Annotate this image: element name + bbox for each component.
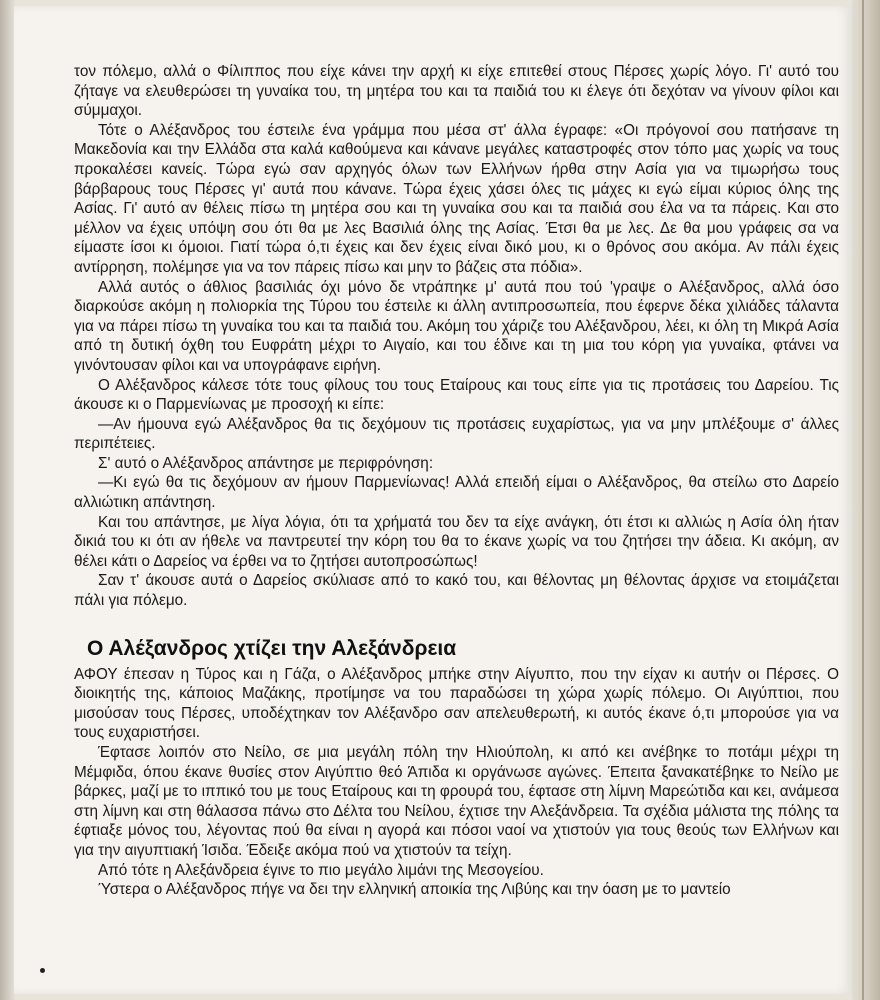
paragraph: Ύστερα ο Αλέξανδρος πήγε να δει την ελληνική αποικία της Λιβύης και την όαση με το μαντείο <box>98 881 731 899</box>
paragraph: Σαν τ' άκουσε αυτά ο Δαρείος σκύλιασε από το κακό του, και θέλοντας μη θέλοντας άρχισε να ετοιμάζεται πάλι για πόλεμο. <box>74 572 839 610</box>
section-heading: Ο Αλέξανδρος χτίζει την Αλεξάνδρεια <box>87 636 457 660</box>
page-edge <box>852 0 880 1000</box>
paragraph: Ο Αλέξανδρος κάλεσε τότε τους φίλους του τους Εταίρους και τους είπε για τις προτάσεις του Δαρείου. Τις άκουσε κι ο Παρμενίωνας με προσοχή κι είπε: <box>74 376 839 414</box>
paragraph: Σ' αυτό ο Αλέξανδρος απάντησε με περιφρόνηση: <box>98 454 434 472</box>
paragraph: ΑΦΟΥ έπεσαν η Τύρος και η Γάζα, ο Αλέξανδρος μπήκε στην Αίγυπτο, που την είχαν κι αυτήν οι Πέρσες. Ο διοικητής της, κάποιος Μαζάκης, προτίμησε να του παραδώσει τη χώρα χωρίς πόλεμο. Οι Αιγύπτιοι, που μισούσαν τους Πέρσες, υποδέχτηκαν τον Αλέξανδρο σαν απελευθερωτή, κι αυτός έκανε ό,τι μπορούσε για να τους ευχαριστήσει. <box>74 665 839 742</box>
paragraph: —Αν ήμουνα εγώ Αλέξανδρος θα τις δεχόμουν τις προτάσεις ευχαρίστως, για να μην μπλέξουμε σ' άλλες περιπέτειες. <box>74 415 839 453</box>
paragraph: —Κι εγώ θα τις δεχόμουν αν ήμουν Παρμενίωνας! Αλλά επειδή είμαι ο Αλέξανδρος, θα στείλω στο Δαρείο αλλιώτικη απάντηση. <box>74 474 839 512</box>
paragraph: Αλλά αυτός ο άθλιος βασιλιάς όχι μόνο δε ντράπηκε μ' αυτά που τού 'γραψε ο Αλέξανδρος, αλλά όσο διαρκούσε ακόμη η πολιορκία της Τύρου του έστειλε κι άλλη αντιπροσωπεία, που έφερνε δέκα χιλιάδες τάλαντα για να πάρει πίσω τη γυναίκα του και τα παιδιά του. Ακόμη του χάριζε του Αλέξανδρου, λέει, κι όλη τη Μικρά Ασία από τη δυτική όχθη του Ευφράτη μέχρι το Αιγαίο, και του έδινε και τη μια του κόρη για γυναίκα, φτάνει να γινόντουσαν φίλοι και να υπογράφανε ειρήνη. <box>74 278 839 374</box>
print-speck <box>40 968 45 973</box>
paragraph: Και του απάντησε, με λίγα λόγια, ότι τα χρήματά του δεν τα είχε ανάγκη, ότι έτσι κι αλλιώς η Ασία όλη ήταν δικιά του κι ότι αν ήθελε να παντρευτεί την κόρη του θα το έκανε χωρίς να του ζητήσει την άδεια. Κι ακόμη, αν θέλει κάτι ο Δαρείος να έρθει να το ζητήσει αυτοπροσώπως! <box>74 513 839 570</box>
paragraph: τον πόλεμο, αλλά ο Φίλιππος που είχε κάνει την αρχή κι είχε επιτεθεί στους Πέρσες χωρίς λόγο. Γι' αυτό του ζήταγε να ελευθερώσει τη γυναίκα του, τη μητέρα του και τα παιδιά του κι έλεγε ότι δεχόταν να γίνουν φίλοι και σύμμαχοι. <box>74 63 839 120</box>
page-text <box>74 62 839 900</box>
paragraph: Έφτασε λοιπόν στο Νείλο, σε μια μεγάλη πόλη την Ηλιούπολη, κι από κει ανέβηκε το ποτάμι μέχρι τη Μέμφιδα, όπου έκανε θυσίες στον Αιγύπτιο θεό Άπιδα κι οργάνωσε αγώνες. Έπειτα ξανακατέβηκε το Νείλο με βάρκες, μαζί με το ιππικό του με τους Εταίρους και τη φρουρά του, έφτασε στη λίμνη Μαρεώτιδα και κει, ανάμεσα στη λίμνη και στη θάλασσα πάνω στο Δέλτα του Νείλου, έχτισε την Αλεξάνδρεια. Τα σχέδια μάλιστα της πόλης τα έφτιαξε μόνος του, λέγοντας πού θα είναι η αγορά και πόσοι ναοί να χτιστούν για τους θεούς των Ελλήνων και για την αιγυπτιακή Ίσιδα. Έδειξε ακόμα πού να χτιστούν τα τείχη. <box>74 744 839 859</box>
paragraph: Τότε ο Αλέξανδρος του έστειλε ένα γράμμα που μέσα στ' άλλα έγραφε: «Οι πρόγονοί σου πατήσανε τη Μακεδονία και την Ελλάδα στα καλά καθούμενα και κάνανε μεγάλες καταστροφές στον τόπο μας χωρίς να τους προκαλέσει κανείς. Τώρα εγώ σαν αρχηγός όλων των Ελλήνων ήρθα στην Ασία για να τιμωρήσω τους βάρβαρους τους Πέρσες γι' αυτά που κάνανε. Τώρα έχεις χάσει όλες τις μάχες κι εγώ είμαι κύριος όλης της Ασίας. Γι' αυτό αν θέλεις πίσω τη μητέρα σου και τη γυναίκα σου και τα παιδιά σου έλα να τα πάρεις. Και στο μέλλον να έχεις υπόψη σου ότι θα με λες Βασιλιά όλης της Ασίας. Έτσι θα με λες. Δε θα μου γράφεις σα να είμαστε ίσοι κι όμοιοι. Γιατί τώρα ό,τι έχεις και δεν έχεις είναι δικό μου, κι ο θρόνος σου ακόμα. Αν πάλι έχεις αντίρρηση, πολέμησε για να τον πάρεις πίσω και μην το βάζεις στα πόδια». <box>74 121 839 276</box>
paragraph: Από τότε η Αλεξάνδρεια έγινε το πιο μεγάλο λιμάνι της Μεσογείου. <box>98 861 544 879</box>
